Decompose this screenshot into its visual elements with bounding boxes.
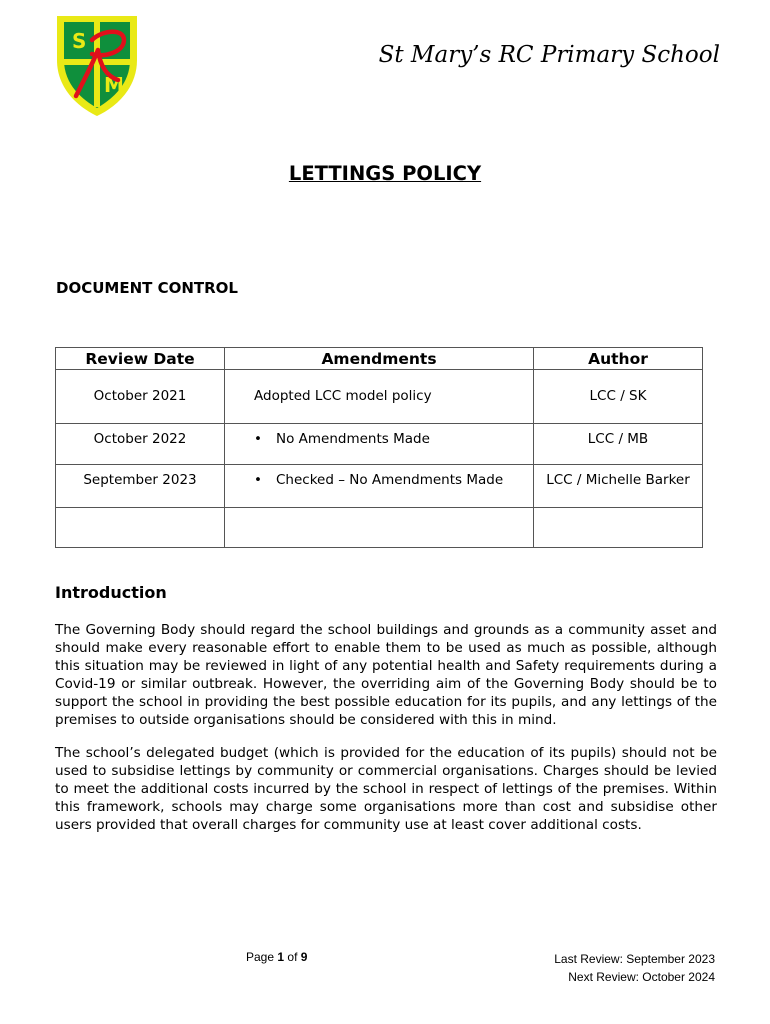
document-title: LETTINGS POLICY <box>288 162 482 185</box>
crest-letter-m: M <box>104 73 124 97</box>
column-header-author: Author <box>534 348 703 370</box>
review-dates <box>400 950 715 986</box>
page-total: 9 <box>300 950 308 964</box>
author-cell: LCC / MB <box>587 431 649 447</box>
page-of: of <box>287 950 298 964</box>
next-review-date: Next Review: October 2024 <box>568 970 715 984</box>
table-header-row <box>56 348 703 370</box>
amendment-cell <box>225 508 533 515</box>
column-header-review-date: Review Date <box>56 348 225 370</box>
author-cell: LCC / SK <box>589 388 647 404</box>
review-date-cell: October 2022 <box>93 431 187 447</box>
school-name: St Mary’s RC Primary School <box>378 42 720 68</box>
table-row-empty <box>56 508 703 548</box>
table-row <box>56 424 703 465</box>
review-date-cell <box>56 508 224 515</box>
document-control-table <box>55 347 703 548</box>
author-cell <box>534 508 702 515</box>
column-header-amendments: Amendments <box>225 348 534 370</box>
amendment-cell: No Amendments Made <box>276 431 430 447</box>
table-row <box>56 465 703 508</box>
page-current: 1 <box>277 950 285 964</box>
bullet-icon: • <box>254 431 262 447</box>
introduction-paragraph: The Governing Body should regard the school buildings and grounds as a community asset and should make every reasonable effort to enable them to be used as much as possible, although this situation may be reviewed in light of any potential health and Safety requirements during a Covid-19 or similar outbreak. However, the overriding aim of the Governing Body should be to support the school in providing the best possible education for its pupils, and any lettings of the premises to outside organisations should be considered with this in mind. <box>55 622 717 728</box>
table-row <box>56 370 703 424</box>
bullet-icon: • <box>254 472 262 488</box>
page-number <box>246 950 307 964</box>
document-control-heading: DOCUMENT CONTROL <box>56 279 238 297</box>
last-review-date: Last Review: September 2023 <box>554 952 715 966</box>
review-date-cell: October 2021 <box>93 388 187 404</box>
page-prefix: Page <box>246 950 275 964</box>
crest-letter-s: S <box>72 29 87 53</box>
author-cell: LCC / Michelle Barker <box>546 472 690 488</box>
introduction-heading: Introduction <box>55 583 167 602</box>
review-date-cell: September 2023 <box>83 472 197 488</box>
amendment-cell: Adopted LCC model policy <box>254 388 432 404</box>
school-crest-logo <box>54 10 140 118</box>
introduction-paragraph: The school’s delegated budget (which is provided for the education of its pupils) should not be used to subsidise lettings by community or commercial organisations. Charges should be levied to meet the additional costs incurred by the school in respect of lettings of the premises. Within this framework, schools may charge some organisations more than cost and subsidise other users provided that overall charges for community use at least cover additional costs. <box>55 745 717 833</box>
amendment-cell: Checked – No Amendments Made <box>276 472 504 488</box>
